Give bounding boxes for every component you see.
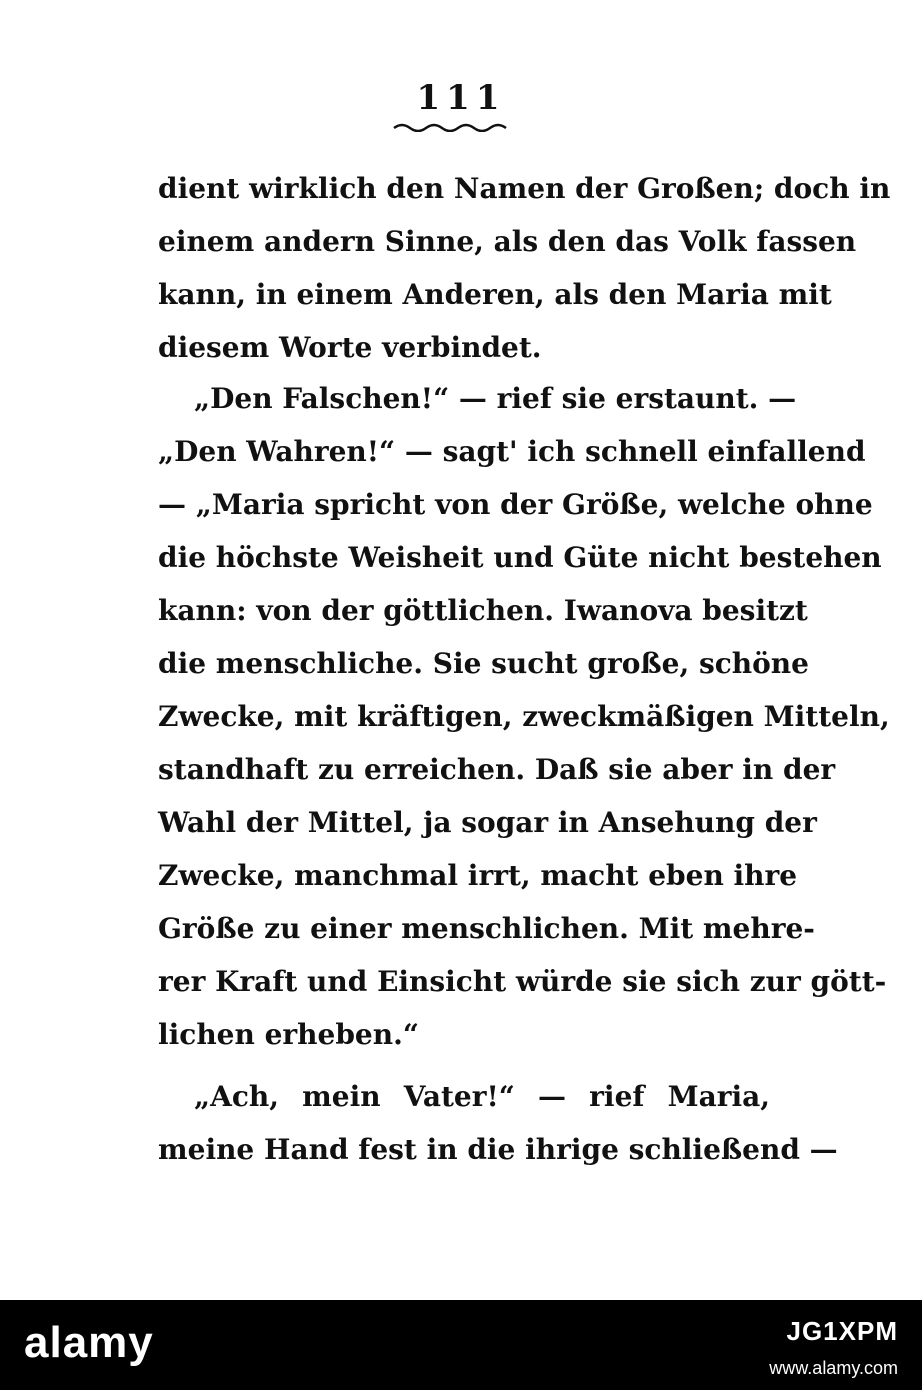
text-line: meine Hand fest in die ihrige schließend — [158, 1133, 838, 1166]
image-id: JG1XPM [786, 1316, 898, 1346]
text-line: „Den Falschen!“ — rief sie erstaunt. — [194, 382, 797, 415]
text-line: Zwecke, manchmal irrt, macht eben ihre [158, 859, 798, 892]
text-line: dient wirklich den Namen der Großen; doch in [158, 172, 891, 205]
text-line: die menschliche. Sie sucht große, schöne [158, 647, 809, 680]
brand-url: www.alamy.com [769, 1358, 898, 1378]
text-line: die höchste Weisheit und Güte nicht bestehen [158, 541, 882, 574]
text-line: kann, in einem Anderen, als den Maria mit [158, 278, 832, 311]
text-line: „Den Wahren!“ — sagt' ich schnell einfallend [158, 435, 866, 468]
paragraph-1 [158, 162, 891, 374]
page-number: 111 [416, 78, 506, 118]
text-line: diesem Worte verbindet. [158, 331, 542, 364]
text-line: standhaft zu erreichen. Daß sie aber in der [158, 753, 836, 786]
paragraph-2 [158, 372, 890, 1061]
text-line: Wahl der Mittel, ja sogar in Ansehung der [158, 806, 817, 839]
text-line: Zwecke, mit kräftigen, zweckmäßigen Mitteln, [158, 700, 890, 733]
text-line: „Ach, mein Vater!“ — rief Maria, [194, 1080, 770, 1113]
text-line: — „Maria spricht von der Größe, welche ohne [158, 488, 873, 521]
text-line: kann: von der göttlichen. Iwanova besitzt [158, 594, 808, 627]
brand-logo: alamy [24, 1318, 154, 1367]
text-line: lichen erheben.“ [158, 1018, 419, 1051]
paragraph-3 [158, 1070, 838, 1176]
text-line: rer Kraft und Einsicht würde sie sich zur gött- [158, 965, 887, 998]
watermark-footer [0, 1300, 922, 1390]
ornament-divider [392, 120, 512, 132]
text-line: Größe zu einer menschlichen. Mit mehre- [158, 912, 815, 945]
text-line: einem andern Sinne, als den das Volk fassen [158, 225, 857, 258]
